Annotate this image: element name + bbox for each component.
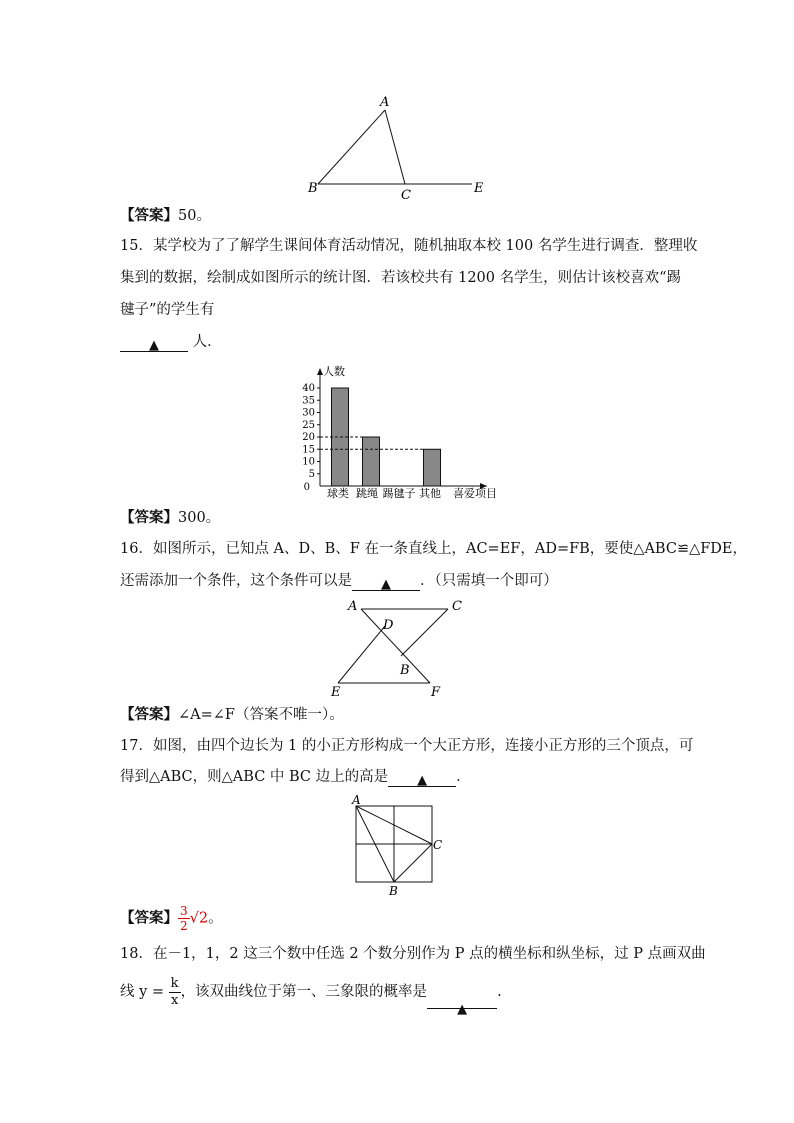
point-c-label: C: [452, 599, 462, 614]
answer-q15: [120, 508, 220, 528]
y-tick-label: 15: [302, 444, 315, 456]
y-tick-label: 35: [302, 395, 315, 407]
question-18-text-a: 线 y =: [120, 984, 165, 1000]
question-16-line-2: [120, 571, 558, 591]
answer-blank[interactable]: [120, 335, 188, 352]
question-18-text-c: .: [497, 984, 502, 1000]
answer-fraction: [178, 904, 190, 933]
point-c-label: C: [433, 838, 443, 852]
x-tick-label: 球类: [327, 487, 349, 500]
answer-blank[interactable]: [427, 992, 497, 1017]
point-b-label: B: [400, 663, 410, 678]
question-18-text-b: ，该双曲线位于第一、三象限的概率是: [180, 984, 428, 1000]
question-15-line-2: 集到的数据，绘制成如图所示的统计图．若该校共有 1200 名学生，则估计该校喜欢“踢: [120, 270, 682, 286]
y-axis-label: 人数: [323, 365, 345, 378]
point-e-label: E: [331, 685, 341, 700]
triangle-marker-icon: ▲: [381, 577, 391, 592]
triangle-marker-icon: ▲: [149, 338, 159, 353]
grid-figure-q17: [345, 794, 450, 897]
answer-value: 300。: [178, 510, 221, 526]
fraction-denominator: 2: [180, 919, 188, 933]
point-f-label: F: [431, 685, 441, 700]
question-17-line-1: 17．如图，由四个边长为 1 的小正方形构成一个大正方形，连接小正方形的三个顶点，可: [120, 738, 694, 754]
question-17-text-a: 得到△ABC，则△ABC 中 BC 边上的高是: [120, 769, 389, 785]
geometry-figure-q16: [325, 596, 460, 700]
question-17-line-2: [120, 767, 471, 787]
question-16-line-1: 16．如图所示，已知点 A、D、B、F 在一条直线上，AC=EF，AD=FB，要使△ABC≌△FDE，: [120, 541, 748, 557]
point-b-label: B: [389, 884, 398, 898]
answer-label: 【答案】: [120, 707, 178, 723]
fraction-denominator: x: [170, 992, 179, 1008]
answer-value: 50。: [178, 208, 211, 224]
answer-blank[interactable]: [352, 574, 420, 591]
y-tick-label: 30: [302, 407, 315, 419]
point-a-label: A: [380, 95, 390, 110]
triangle-marker-icon: ▲: [417, 773, 428, 788]
hyperbola-fraction: [169, 976, 181, 1009]
point-d-label: D: [383, 618, 394, 633]
fraction-numerator: 3: [180, 904, 188, 918]
answer-q14: [120, 206, 211, 226]
bar-1: [363, 437, 380, 486]
answer-label: 【答案】: [120, 208, 178, 224]
point-e-label: E: [474, 181, 484, 196]
bar-chart: [295, 360, 505, 500]
question-16-text-a: 还需添加一个条件，这个条件可以是: [120, 573, 352, 589]
x-axis-label: 喜爱项目: [453, 487, 497, 500]
x-tick-label: 跳绳: [356, 487, 378, 500]
y-tick-label: 5: [308, 468, 315, 480]
answer-label: 【答案】: [120, 910, 178, 927]
triangle-figure-q14: [300, 92, 500, 204]
y-tick-label: 0: [303, 482, 310, 493]
answer-value: ∠A=∠F（答案不唯一）。: [178, 707, 344, 723]
answer-blank[interactable]: [388, 770, 456, 787]
unit-text: 人．: [192, 334, 222, 350]
question-18-line-1: 18．在－1，1，2 这三个数中任选 2 个数分别作为 P 点的横坐标和纵坐标，过 P 点画双曲: [120, 946, 706, 962]
answer-q17: [120, 904, 223, 933]
question-17-text-b: ．: [456, 769, 471, 785]
question-16-text-b: ．（只需填一个即可）: [420, 573, 558, 589]
question-18-line-2: [120, 975, 502, 1017]
y-tick-label: 10: [302, 456, 315, 468]
fraction-numerator: k: [170, 975, 179, 991]
x-tick-label: 踢毽子: [382, 487, 416, 500]
bar-3: [424, 449, 441, 486]
y-tick-label: 40: [302, 383, 315, 394]
question-15-line-3: 毽子”的学生有: [120, 302, 215, 318]
triangle-marker-icon: ▲: [457, 1002, 468, 1017]
question-15-line-1: 15．某学校为了了解学生课间体育活动情况，随机抽取本校 100 名学生进行调查．整理收: [120, 238, 698, 254]
answer-q16: [120, 705, 344, 725]
point-c-label: C: [401, 188, 411, 203]
x-tick-label: 其他: [419, 487, 441, 500]
y-tick-label: 20: [302, 432, 315, 443]
point-a-label: A: [348, 599, 358, 614]
answer-radical: √2: [189, 910, 209, 927]
answer-label: 【答案】: [120, 510, 178, 526]
y-tick-label: 25: [302, 419, 315, 431]
point-a-label: A: [352, 793, 361, 807]
answer-end: 。: [208, 910, 223, 927]
point-b-label: B: [308, 181, 318, 196]
question-15-blank-line: [120, 332, 222, 352]
